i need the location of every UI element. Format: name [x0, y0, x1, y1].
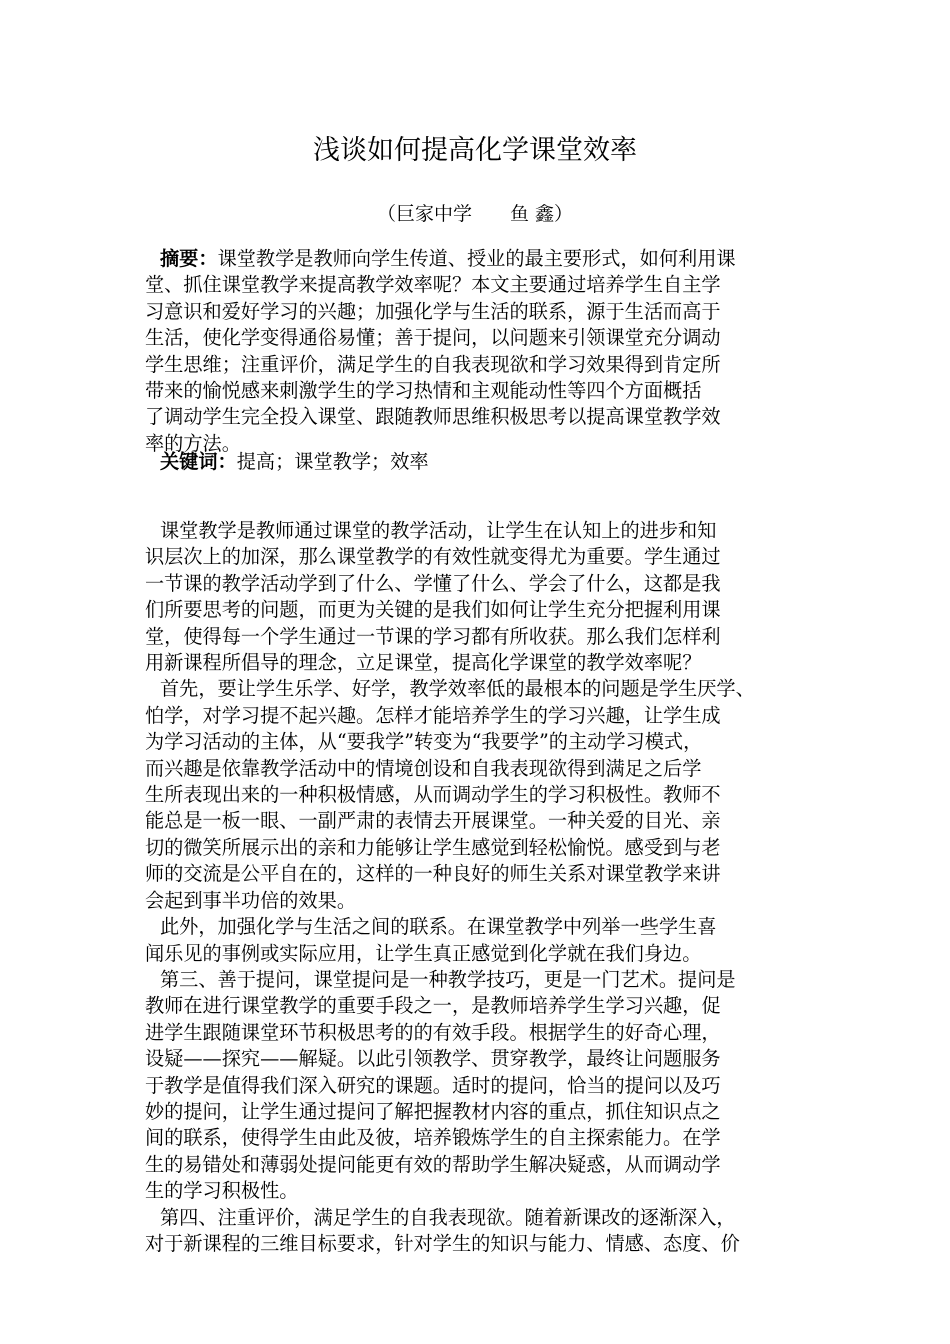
body-line: 妙的提问，让学生通过提问了解把握教材内容的重点，抓住知识点之 [145, 1099, 721, 1123]
abstract-label: 摘要： [160, 247, 218, 270]
abstract-line-text: 课堂教学是教师向学生传道、授业的最主要形式，如何利用课 [217, 247, 736, 270]
abstract-line-text: 学生思维；注重评价，满足学生的自我表现欲和学习效果得到肯定所 [145, 352, 721, 376]
body-line: 堂，使得每一个学生通过一节课的学习都有所收获。那么我们怎样利 [145, 624, 721, 648]
keywords-value: 提高；课堂教学；效率 [236, 450, 429, 473]
abstract-line-text: 了调动学生完全投入课堂、跟随教师思维积极思考以提高课堂教学效 [145, 405, 721, 429]
body-line: 第三、善于提问，课堂提问是一种教学技巧，更是一门艺术。提问是 [160, 967, 736, 991]
abstract-line-text: 率的方法。 [145, 431, 241, 455]
body-line: 能总是一板一眼、一副严肃的表情去开展课堂。一种关爱的目光、亲 [145, 809, 721, 833]
abstract-section [145, 246, 820, 457]
page-title: 浅谈如何提高化学课堂效率 [313, 135, 637, 166]
body-line: 首先，要让学生乐学、好学，教学效率低的最根本的问题是学生厌学、 [160, 677, 755, 701]
body-line: 一节课的教学活动学到了什么、学懂了什么、学会了什么，这都是我 [145, 571, 721, 595]
body-line: 设疑——探究——解疑。以此引领教学、贯穿教学，最终让问题服务 [145, 1047, 721, 1071]
abstract-line [145, 299, 820, 325]
body-line: 生所表现出来的一种积极情感，从而调动学生的学习积极性。教师不 [145, 783, 721, 807]
abstract-line-text: 带来的愉悦感来刺激学生的学习热情和主观能动性等四个方面概括 [145, 379, 702, 403]
abstract-line [145, 272, 820, 298]
keywords-line [160, 449, 429, 475]
body-line: 识层次上的加深，那么课堂教学的有效性就变得尤为重要。学生通过 [145, 545, 721, 569]
body-line: 课堂教学是教师通过课堂的教学活动，让学生在认知上的进步和知 [160, 519, 717, 542]
abstract-line [145, 378, 820, 404]
body-line: 怕学，对学习提不起兴趣。怎样才能培养学生的学习兴趣，让学生成 [145, 703, 721, 727]
body-line: 师的交流是公平自在的，这样的一种良好的师生关系对课堂教学来讲 [145, 862, 721, 886]
abstract-line [145, 404, 820, 430]
abstract-line [145, 325, 820, 351]
body-line: 生的易错处和薄弱处提问能更有效的帮助学生解决疑惑，从而调动学 [145, 1152, 721, 1176]
body-line: 进学生跟随课堂环节积极思考的的有效手段。根据学生的好奇心理， [145, 1020, 721, 1044]
body-line: 会起到事半功倍的效果。 [145, 888, 357, 912]
body-line: 而兴趣是依靠教学活动中的情境创设和自我表现欲得到满足之后学 [145, 756, 702, 780]
body-line: 此外，加强化学与生活之间的联系。在课堂教学中列举一些学生喜 [160, 915, 717, 939]
abstract-line-text: 堂、抓住课堂教学来提高教学效率呢？本文主要通过培养学生自主学 [145, 273, 721, 297]
keywords-label: 关键词： [160, 450, 237, 473]
body-line: 闻乐见的事例或实际应用，让学生真正感觉到化学就在我们身边。 [145, 941, 702, 965]
abstract-line-text: 生活，使化学变得通俗易懂；善于提问，以问题来引领课堂充分调动 [145, 326, 721, 350]
body-text [145, 518, 820, 1257]
body-line: 教师在进行课堂教学的重要手段之一，是教师培养学生学习兴趣，促 [145, 994, 721, 1018]
body-line: 切的微笑所展示出的亲和力能够让学生感觉到轻松愉悦。感受到与老 [145, 835, 721, 859]
body-line: 对于新课程的三维目标要求，针对学生的知识与能力、情感、态度、价 [145, 1231, 740, 1255]
body-line: 为学习活动的主体，从“要我学”转变为“我要学”的主动学习模式， [145, 730, 703, 754]
body-line: 们所要思考的问题，而更为关键的是我们如何让学生充分把握利用课 [145, 598, 721, 622]
abstract-line [145, 246, 820, 272]
author-byline: （巨家中学 鱼 鑫） [376, 203, 574, 225]
body-line: 第四、注重评价，满足学生的自我表现欲。随着新课改的逐渐深入， [160, 1205, 736, 1229]
body-line: 间的联系，使得学生由此及彼，培养锻炼学生的自主探索能力。在学 [145, 1126, 721, 1150]
abstract-line-text: 习意识和爱好学习的兴趣；加强化学与生活的联系，源于生活而高于 [145, 299, 721, 323]
body-line: 用新课程所倡导的理念，立足课堂，提高化学课堂的教学效率呢？ [145, 651, 702, 675]
abstract-line [145, 352, 820, 378]
body-line: 生的学习积极性。 [145, 1179, 299, 1203]
body-line: 于教学是值得我们深入研究的课题。适时的提问，恰当的提问以及巧 [145, 1073, 721, 1097]
